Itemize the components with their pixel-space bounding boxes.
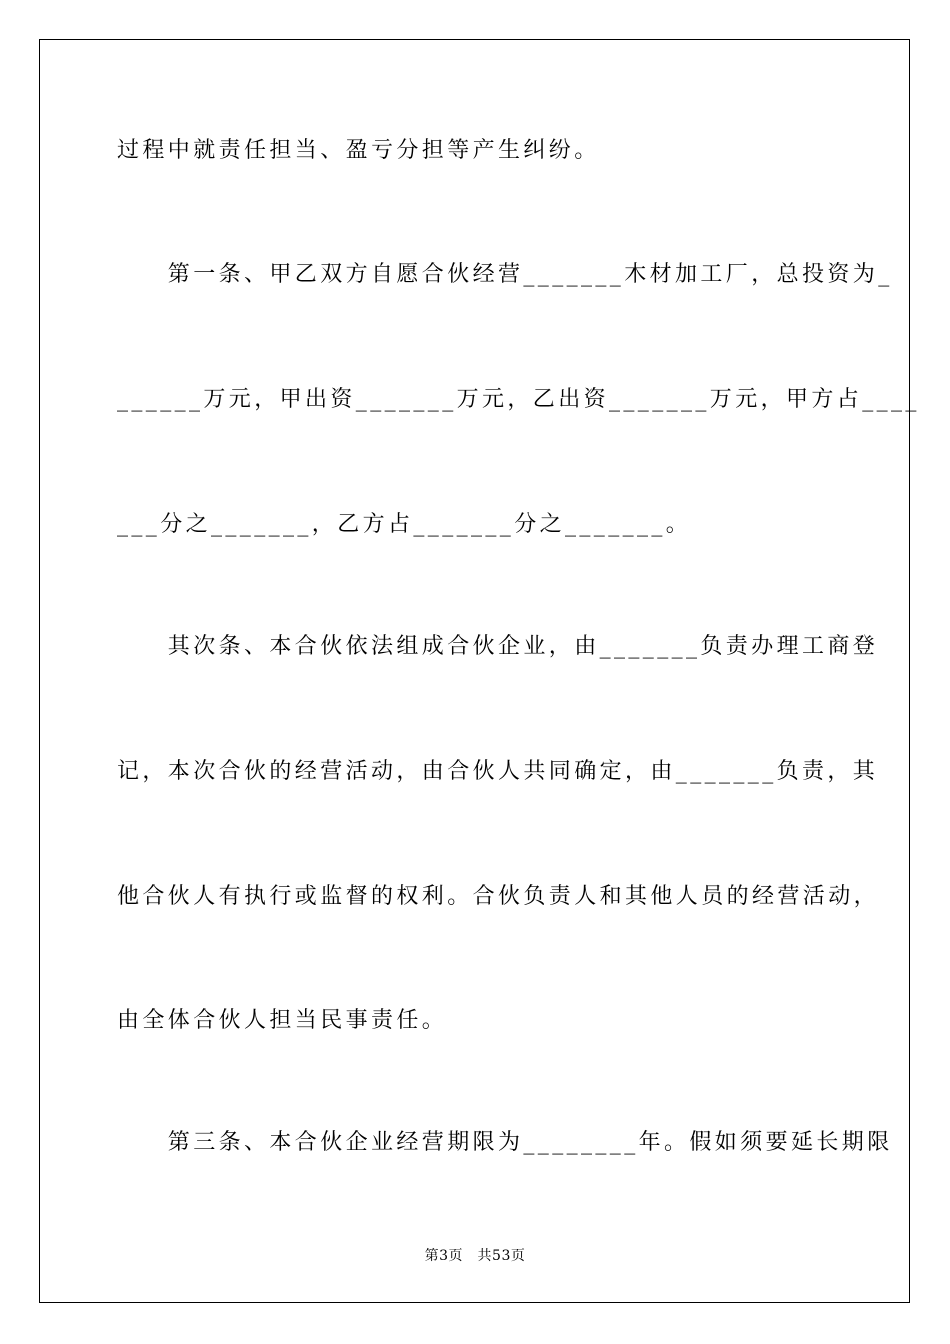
article-1-line-2: ______万元，甲出资_______万元，乙出资_______万元，甲方占____ bbox=[117, 387, 920, 412]
article-2-line-2: 记，本次合伙的经营活动，由合伙人共同确定，由_______负责，其 bbox=[117, 759, 879, 784]
article-3-line-1: 第三条、本合伙企业经营期限为________年。假如须要延长期限 bbox=[117, 1130, 893, 1155]
article-2-line-4: 由全体合伙人担当民事责任。 bbox=[117, 1008, 448, 1033]
article-1-line-3: ___分之_______，乙方占_______分之_______。 bbox=[117, 512, 692, 537]
page-number-footer: 第3页 共53页 bbox=[424, 1248, 526, 1264]
article-2-line-3: 他合伙人有执行或监督的权利。合伙负责人和其他人员的经营活动， bbox=[117, 884, 880, 909]
article-2-line-1: 其次条、本合伙依法组成合伙企业，由_______负责办理工商登 bbox=[117, 634, 879, 659]
article-1-line-1: 第一条、甲乙双方自愿合伙经营_______木材加工厂，总投资为_ bbox=[117, 262, 893, 287]
text-line-1: 过程中就责任担当、盈亏分担等产生纠纷。 bbox=[117, 138, 600, 163]
page-border bbox=[39, 39, 920, 1303]
